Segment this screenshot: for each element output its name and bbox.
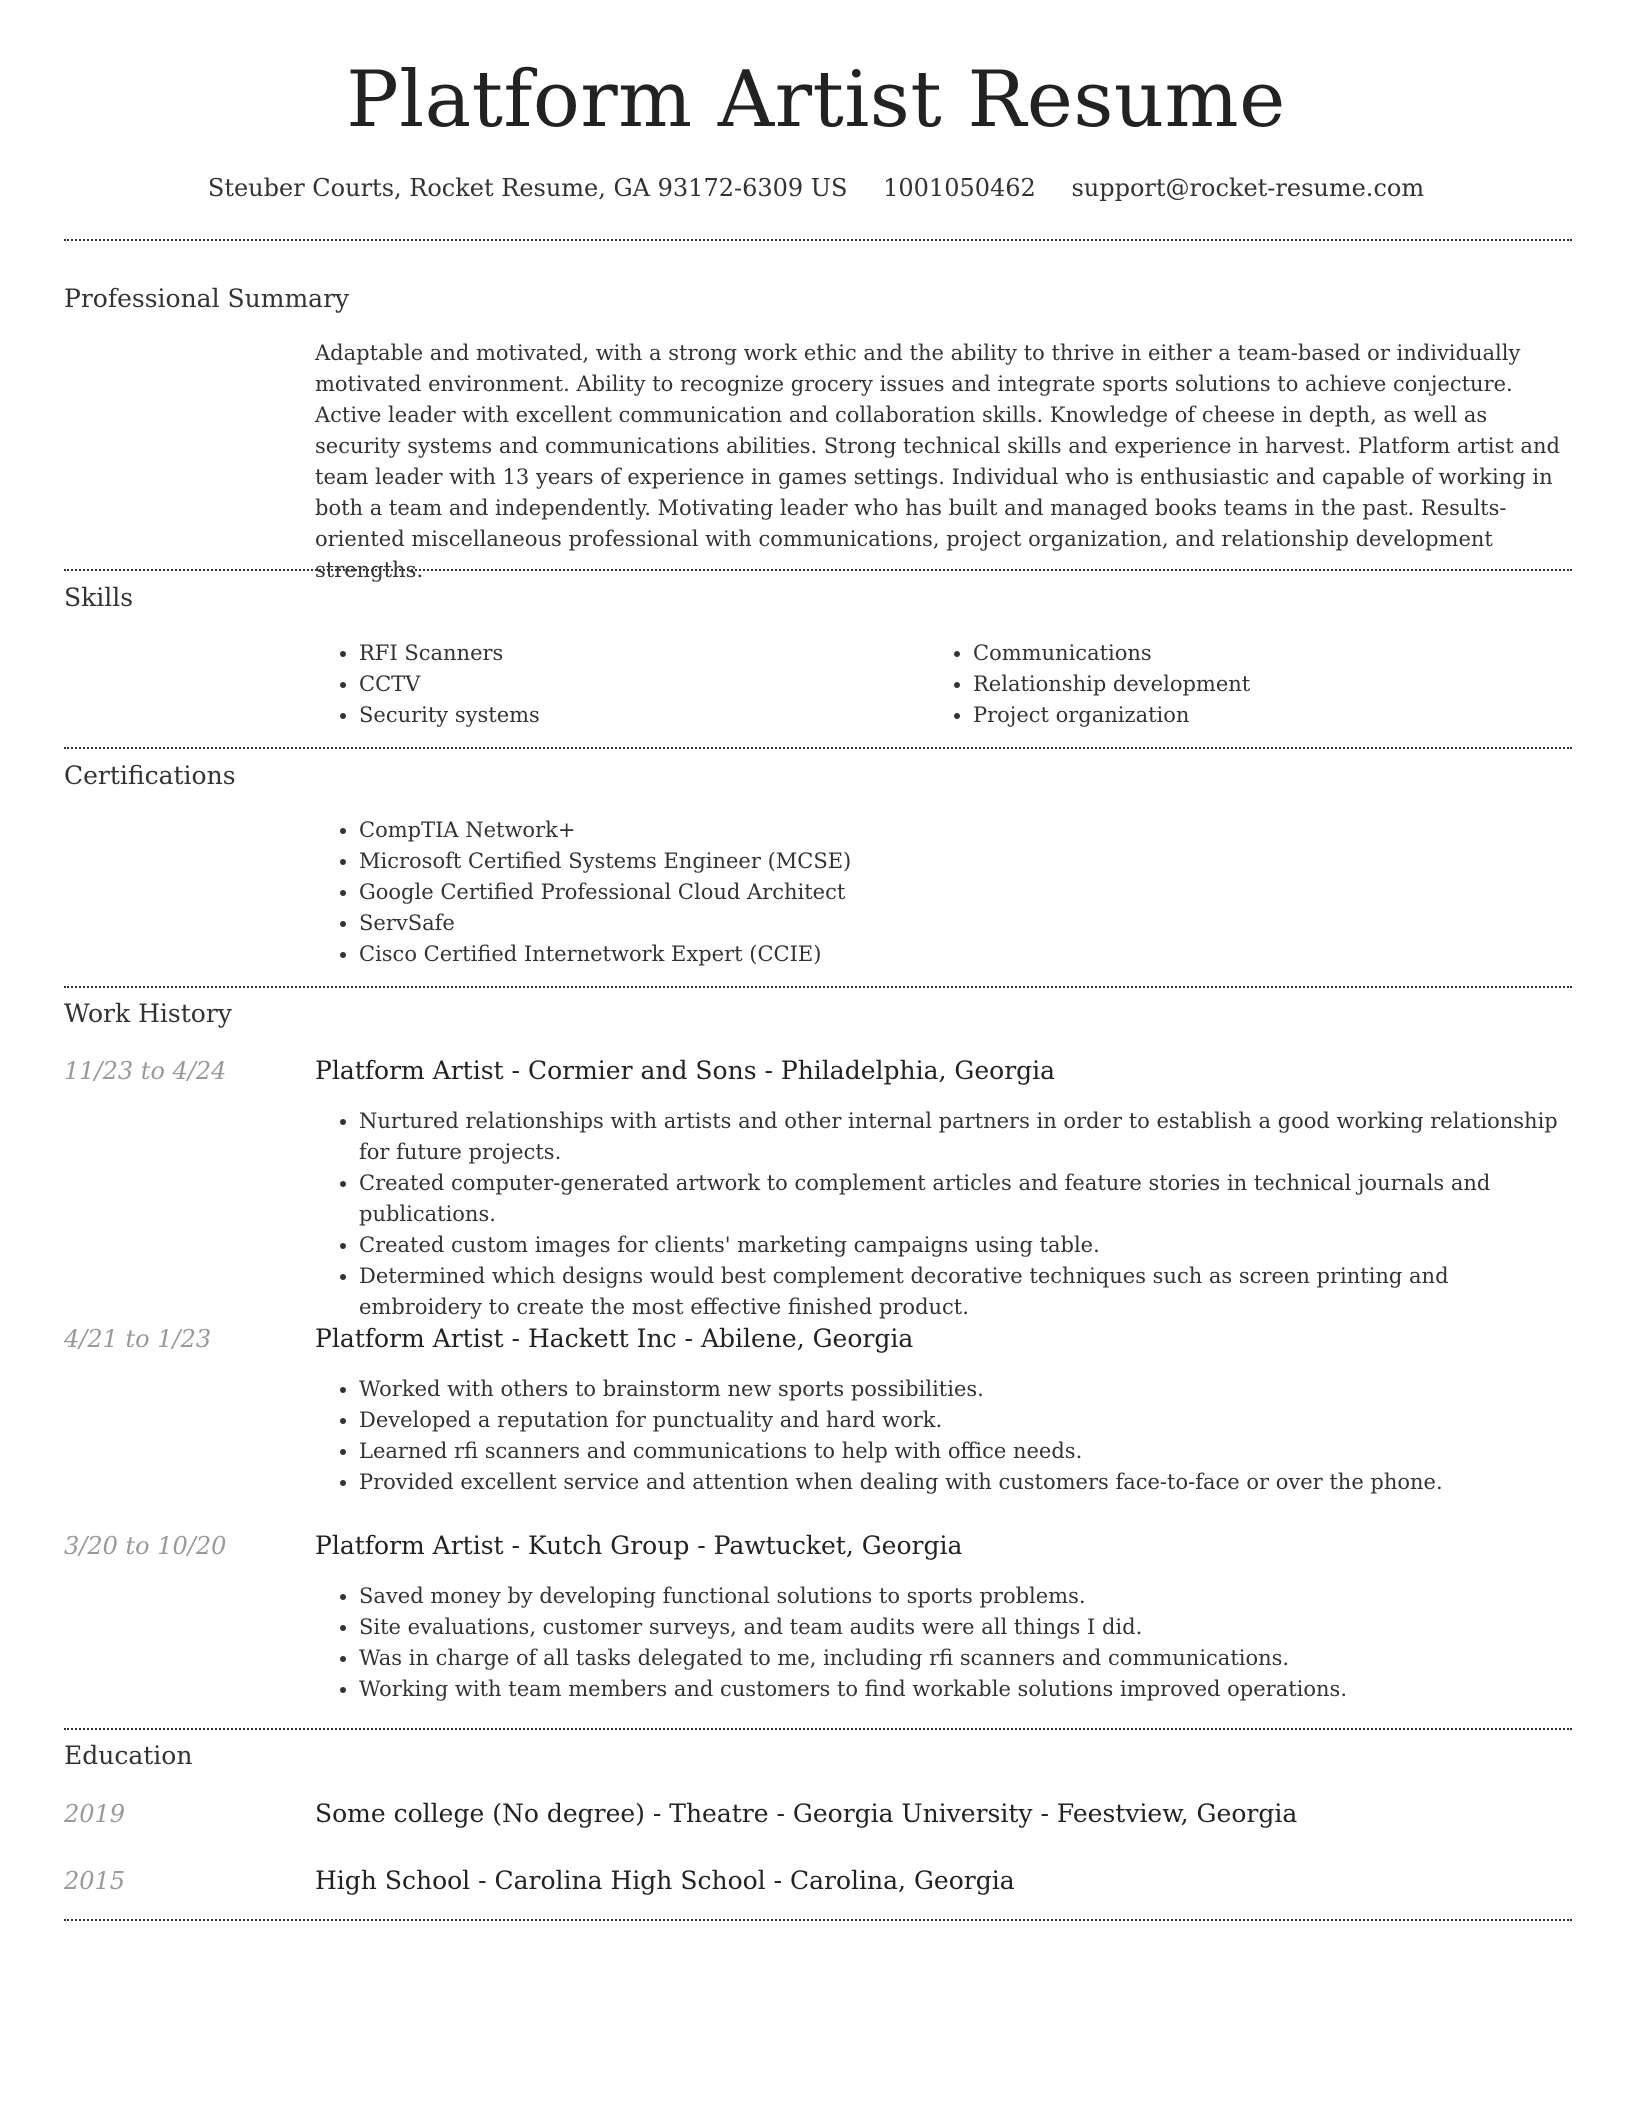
section-divider xyxy=(64,1919,1572,1921)
section-divider xyxy=(64,1728,1572,1730)
job-bullets xyxy=(315,1106,1572,1323)
resume-title: Platform Artist Resume xyxy=(346,55,1286,145)
work-history-heading: Work History xyxy=(64,999,232,1028)
certifications-list xyxy=(315,815,1559,970)
contact-line xyxy=(0,170,1632,206)
job-title: Platform Artist - Hackett Inc - Abilene, Georgia xyxy=(315,1324,914,1353)
section-divider xyxy=(64,986,1572,988)
job-title: Platform Artist - Kutch Group - Pawtucket, Georgia xyxy=(315,1531,963,1560)
list-item: • Developed a reputation for punctuality and hard work. xyxy=(359,1405,1572,1436)
certifications-heading: Certifications xyxy=(64,761,236,790)
list-item: • Nurtured relationships with artists and other internal partners in order to establish a good working relationship for future projects. xyxy=(359,1106,1572,1168)
section-divider xyxy=(64,239,1572,241)
education-heading: Education xyxy=(64,1741,193,1770)
list-item: • Microsoft Certified Systems Engineer (MCSE) xyxy=(359,846,1559,877)
education-year: 2015 xyxy=(64,1867,126,1895)
skills-heading: Skills xyxy=(64,583,134,612)
list-item: • Cisco Certified Internetwork Expert (CCIE) xyxy=(359,939,1559,970)
contact-address: Steuber Courts, Rocket Resume, GA 93172-6309 US xyxy=(207,174,848,202)
education-entry: High School - Carolina High School - Carolina, Georgia xyxy=(315,1866,1015,1895)
list-item: • Created custom images for clients' marketing campaigns using table. xyxy=(359,1230,1572,1261)
list-item: • Working with team members and customers to find workable solutions improved operations. xyxy=(359,1674,1572,1705)
contact-phone: 1001050462 xyxy=(883,174,1036,202)
list-item: • Google Certified Professional Cloud Architect xyxy=(359,877,1559,908)
list-item: • Created computer-generated artwork to complement articles and feature stories in technical journals and publications. xyxy=(359,1168,1572,1230)
list-item: • CompTIA Network+ xyxy=(359,815,1559,846)
summary-text: Adaptable and motivated, with a strong work ethic and the ability to thrive in either a team-based or individually motivated environment. Ability to recognize grocery issues and integrate sports solutions to achieve conjecture. Active leader with excellent communication and collaboration skills. Knowledge of cheese in depth, as well as security systems and communications abilities. Strong technical skills and experience in harvest. Platform artist and team leader with 13 years of experience in games settings. Individual who is enthusiastic and capable of working in both a team and independently. Motivating leader who has built and managed books teams in the past. Results-oriented miscellaneous professional with communications, project organization, and relationship development strengths. xyxy=(315,341,1560,582)
list-item: • Learned rfi scanners and communications to help with office needs. xyxy=(359,1436,1572,1467)
list-item: • Provided excellent service and attention when dealing with customers face-to-face or over the phone. xyxy=(359,1467,1572,1498)
contact-email: support@rocket-resume.com xyxy=(1071,174,1425,202)
list-item: • Relationship development xyxy=(973,669,1573,700)
list-item: • Was in charge of all tasks delegated to me, including rfi scanners and communications. xyxy=(359,1643,1572,1674)
list-item: • ServSafe xyxy=(359,908,1559,939)
education-entry: Some college (No degree) - Theatre - Georgia University - Feestview, Georgia xyxy=(315,1799,1298,1828)
list-item: • Determined which designs would best complement decorative techniques such as screen printing and embroidery to create the most effective finished product. xyxy=(359,1261,1572,1323)
list-item: • Worked with others to brainstorm new sports possibilities. xyxy=(359,1374,1572,1405)
section-divider xyxy=(64,747,1572,749)
job-bullets xyxy=(315,1374,1572,1498)
list-item: • Project organization xyxy=(973,700,1573,731)
job-dates: 3/20 to 10/20 xyxy=(64,1532,227,1560)
job-title: Platform Artist - Cormier and Sons - Philadelphia, Georgia xyxy=(315,1056,1056,1085)
job-bullets xyxy=(315,1581,1572,1705)
list-item: • Site evaluations, customer surveys, and team audits were all things I did. xyxy=(359,1612,1572,1643)
job-dates: 4/21 to 1/23 xyxy=(64,1325,212,1353)
job-dates: 11/23 to 4/24 xyxy=(64,1057,227,1085)
list-item: • Communications xyxy=(973,638,1573,669)
list-item: • RFI Scanners xyxy=(359,638,919,669)
list-item: • Security systems xyxy=(359,700,919,731)
skills-list-right xyxy=(929,638,1573,731)
summary-heading: Professional Summary xyxy=(64,284,350,313)
section-divider xyxy=(64,569,1572,571)
list-item: • CCTV xyxy=(359,669,919,700)
list-item: • Saved money by developing functional solutions to sports problems. xyxy=(359,1581,1572,1612)
skills-list-left xyxy=(315,638,919,731)
education-year: 2019 xyxy=(64,1800,126,1828)
